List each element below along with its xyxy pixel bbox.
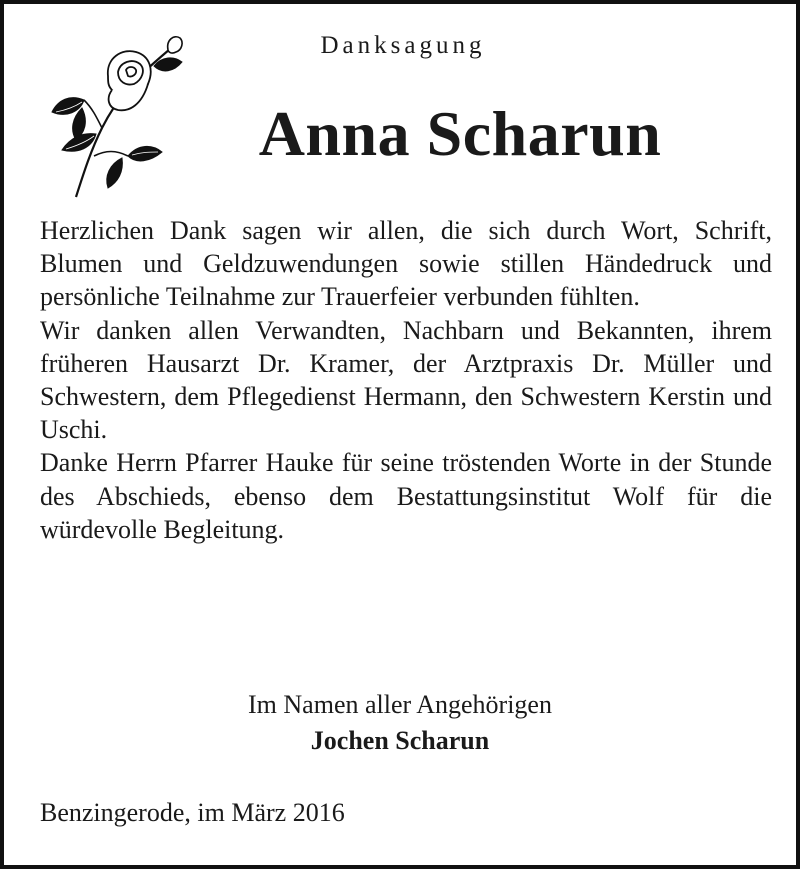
deceased-name: Anna Scharun — [258, 98, 662, 169]
notice-body — [40, 214, 772, 546]
signatory-name: Jochen Scharun — [310, 726, 490, 755]
closing-line: Im Namen aller Angehörigen — [248, 690, 552, 719]
thanks-paragraph: Herzlichen Dank sagen wir allen, die sich durch Wort, Schrift, Blumen und Geldzuwendungen sowie stillen Händedruck und persönliche Teilnahme zur Trauerfeier verbunden fühlten. — [40, 216, 772, 312]
place-date: Benzingerode, im März 2016 — [40, 798, 345, 827]
thanks-paragraph: Wir danken allen Verwandten, Nachbarn und Bekannten, ihrem früheren Hausarzt Dr. Kramer, der Arztpraxis Dr. Müller und Schwestern, dem Pflegedienst Hermann, den Schwestern Kerstin und Uschi. — [40, 315, 772, 445]
closing-block — [4, 687, 796, 759]
notice-kicker: Danksagung — [320, 32, 486, 59]
thanks-paragraph: Danke Herrn Pfarrer Hauke für seine tröstenden Worte in der Stunde des Abschieds, ebenso dem Bestattungsinstitut Wolf für die würdevolle Begleitung. — [40, 448, 772, 544]
